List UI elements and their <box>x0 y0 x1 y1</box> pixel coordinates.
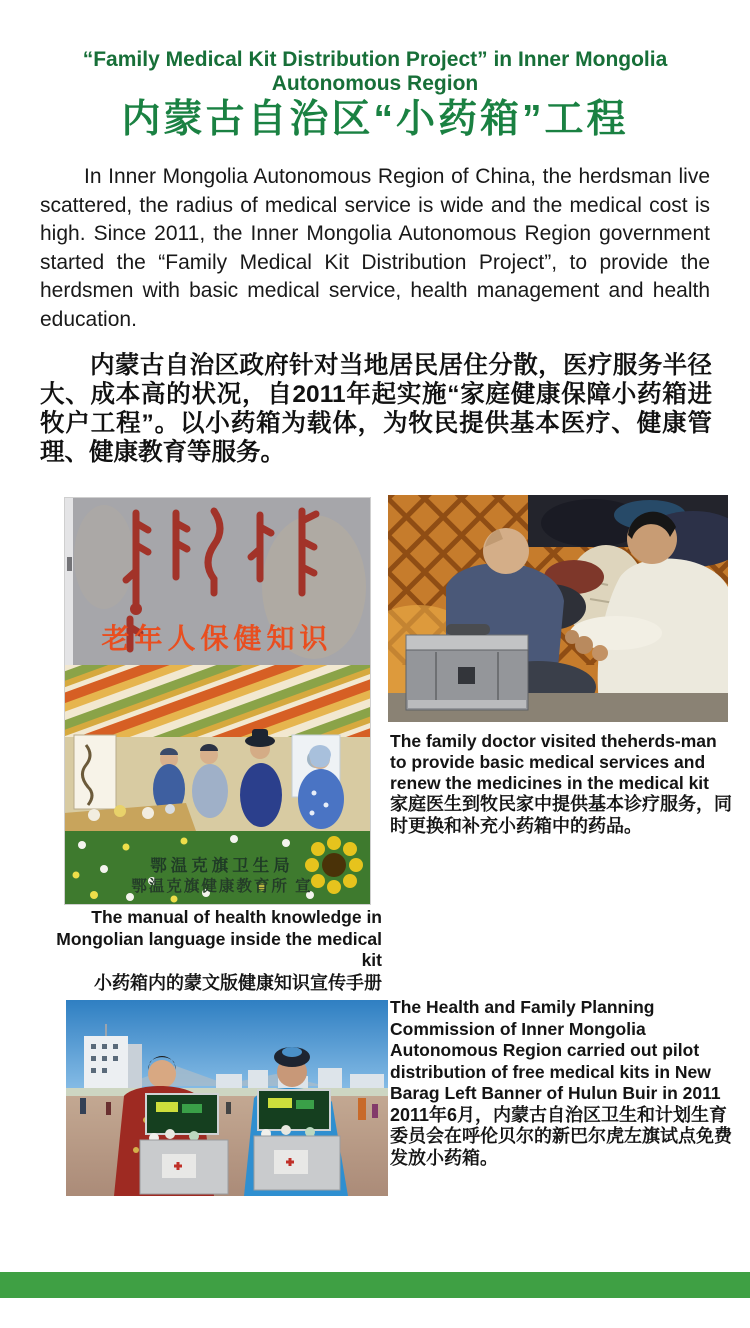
pilot-distribution-caption <box>390 997 735 1169</box>
doctor-visit-photo <box>388 495 728 722</box>
kit-distribution-photo <box>66 1000 388 1196</box>
doctor-visit-caption <box>390 731 735 837</box>
footer-green-bar <box>0 1272 750 1298</box>
intro-paragraph-english: In Inner Mongolia Autonomous Region of China, the herdsman live scattered, the radius of medical service is wide and the medical cost is high. Since 2011, the Inner Mongolia Autonomous Region government started the “Family Medical Kit Distribution Project”, to provide the herdsmen with basic medical service, health management and health education. <box>40 165 710 331</box>
booklet-publisher-line1: 鄂温克旗卫生局 <box>150 857 294 875</box>
booklet-publisher-line2: 鄂温克旗健康教育所 宣 <box>131 878 313 895</box>
manual-cover-photo <box>64 497 371 905</box>
page-title-english: “Family Medical Kit Distribution Project” in Inner Mongolia Autonomous Region <box>82 48 668 95</box>
doctor-visit-caption-chinese: 家庭医生到牧民家中提供基本诊疗服务，同时更换和补充小药箱中的药品。 <box>390 794 732 836</box>
manual-caption <box>40 907 382 994</box>
booklet-title-text: 老年人保健知识 <box>101 623 333 654</box>
pilot-caption-english: The Health and Family Planning Commission of Inner Mongolia Autonomous Region carried out pilot distribution of free medical kits in New Barag Left Banner of Hulun Buir in 2011 <box>390 997 721 1103</box>
manual-caption-chinese: 小药箱内的蒙文版健康知识宣传手册 <box>94 972 382 993</box>
doctor-visit-caption-english: The family doctor visited theherds-man to provide basic medical services and renew the medicines in the medical kit <box>390 731 717 793</box>
pilot-caption-chinese: 2011年6月，内蒙古自治区卫生和计划生育委员会在呼伦贝尔的新巴尔虎左旗试点免费发放小药箱。 <box>390 1104 732 1168</box>
manual-caption-english: The manual of health knowledge in Mongolian language inside the medical kit <box>56 907 382 970</box>
open-kit-left <box>140 1094 228 1194</box>
page-title-chinese: 内蒙古自治区“小药箱”工程 <box>121 98 629 141</box>
open-kit-right <box>254 1090 340 1190</box>
sunflower-graphic <box>305 836 363 894</box>
intro-paragraph-chinese: 内蒙古自治区政府针对当地居民居住分散，医疗服务半径大、成本高的状况，自2011年起实施“家庭健康保障小药箱进牧户工程”。以小药箱为载体，为牧民提供基本医疗、健康管理、健康教育等服务。 <box>40 352 712 466</box>
medical-kit-box <box>406 624 528 710</box>
